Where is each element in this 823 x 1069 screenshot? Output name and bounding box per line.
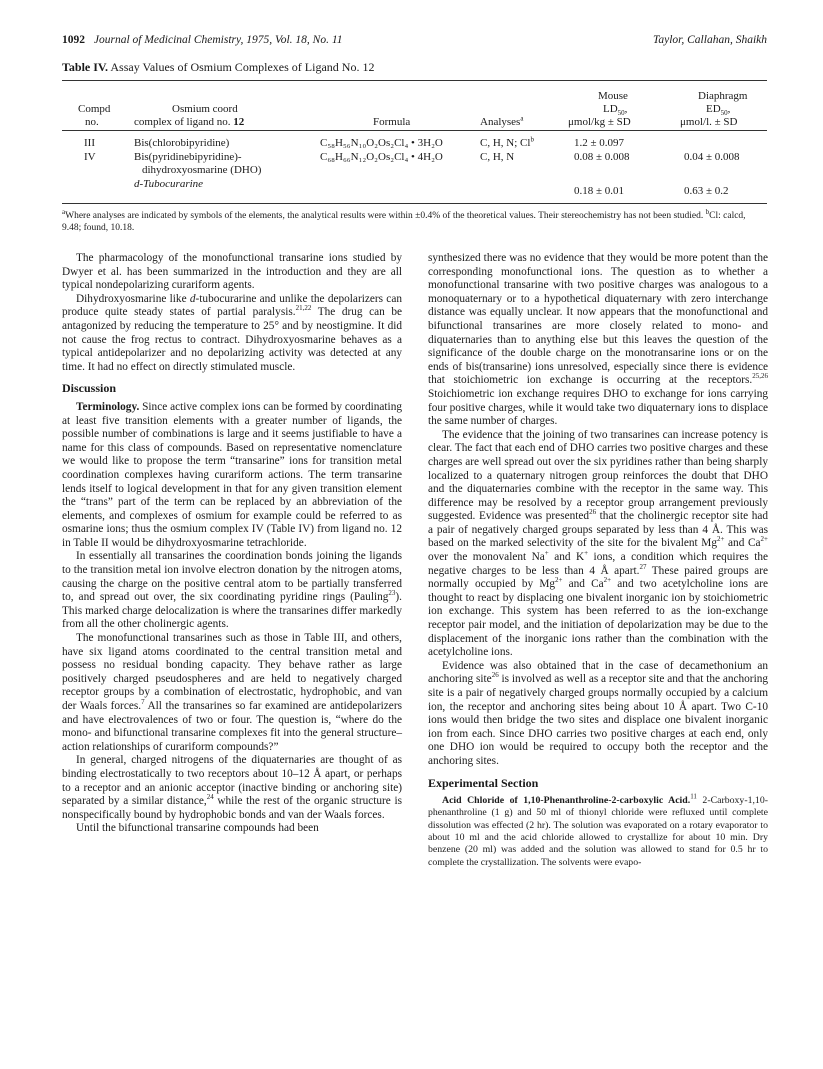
header-mouse: Mouse xyxy=(598,90,628,102)
experimental-compound-title: Acid Chloride of 1,10-Phenanthroline-2-carboxylic Acid. xyxy=(442,795,691,807)
paragraph: The monofunctional transarines such as those in Table III, and others, have six ligand atoms coordinated to the central transition metal and possess no residual bonding capacity. They behave rather as large positively charged pseudospheres and are held to negatively charged receptor groups by a combination of electrostatic, hydrophobic, and van der Waals forces.$^7$ All the transarines so far examined are antidepolarizers and have electrovalences of two or four. The question is, “where do the mono- and bifunctional transarine complexes fit into the general structure–action relationships of curariform compounds?” xyxy=(62,632,402,753)
footnote-mark-a: a xyxy=(520,114,524,123)
header-complex-ligand: complex of ligand no. 12 xyxy=(134,116,245,128)
row-compd-no: IV xyxy=(84,151,96,163)
row-compd-no: III xyxy=(84,137,95,149)
table-title xyxy=(62,60,374,75)
header-analyses: Analyses$^a$ xyxy=(480,114,524,128)
subheading-terminology: Terminology. xyxy=(76,400,140,413)
paragraph: The pharmacology of the monofunctional transarine ions studied by Dwyer et al. has been summarized in the introduction and they are all typical nondepolarizing curariform agents. xyxy=(62,252,402,292)
row-diaphragm-ed50: 0.04 ± 0.008 xyxy=(684,151,740,163)
footnote-b: Cl: calcd, 9.48; found, 10.18. xyxy=(62,211,746,233)
row-mouse-ld50: 0.08 ± 0.008 xyxy=(574,151,630,163)
header-formula: Formula xyxy=(373,116,411,128)
left-column xyxy=(62,252,402,836)
header-ed50: $ED_{50}$, xyxy=(706,103,731,118)
paragraph: Evidence was also obtained that in the case of decamethonium an anchoring site$^{26}$ is involved as well as a receptor site and that the anchoring site is a pair of negatively charged groups normally occupied by a calcium ion, the receptor and anchoring sites being about 10 Å apart. Two C-10 ions would then bridge the two sites and displace one bivalent inorganic ion from each. Since DHO carries two positive charges at each end, only one DHO ion would be required to occupy both the receptor and the anchoring sites. xyxy=(428,659,769,767)
row-diaphragm-ed50: 0.63 ± 0.2 xyxy=(684,185,729,197)
header-mouse-units: μmol/kg ± SD xyxy=(568,116,631,128)
table-bottom-rule xyxy=(62,203,767,204)
table-header-rule xyxy=(62,130,767,131)
footnote-a: Where analyses are indicated by symbols of the elements, the analytical results were within ±0.4% of the theoretical values. Their stereochemistry has not been studied. xyxy=(65,211,704,221)
header-diaphragm-units: μmol/l. ± SD xyxy=(680,116,738,128)
paragraph: Until the bifunctional transarine compounds had been xyxy=(76,822,319,835)
running-authors: Taylor, Callahan, Shaikh xyxy=(653,34,767,46)
right-column xyxy=(428,252,768,869)
paragraph: In essentially all transarines the coordination bonds joining the ligands to the transition metal ion involve electron donation by the nitrogen atoms, causing the charge on the positive central atom to be partially transferred to, and spread out over, the six coordinating pyridine rings (Pauling$^{23}$). This marked charge delocalization is where the transarines differ markedly from all the other cholinergic agents. xyxy=(62,550,402,631)
row-complex: Bis(pyridinebipyridine)- xyxy=(134,151,242,163)
header-osmium-coord: Osmium coord xyxy=(172,103,238,115)
header-ligand-number: 12 xyxy=(233,116,245,128)
page-number: 1092 xyxy=(62,34,85,46)
paragraph: Dihydroxyosmarine like d-tubocurarine and unlike the depolarizers can produce quite steady states of partial paralysis.$^{21,22}$ The drug can be antagonized by reducing the temperature to 25° and by neostigmine. It did not cause the frog rectus to contract. Dihydroxyosmarine behaves as a typical antidepolarizer and no depolarizing activity was detected at any time. It had no effect on directly stimulated muscle. xyxy=(62,292,402,373)
table-caption: Assay Values of Osmium Complexes of Ligand No. 12 xyxy=(108,60,375,74)
paragraph: synthesized there was no evidence that they would be more potent than the corresponding monofunctional ions. The question as to whether a monofunctional transarine with two positive charges was analogous to a monoquaternary or to a hypothetical diquaternary with zero interchange distance was equally unclear. It now appears that the monofunctional and bifunctional transarines are more closely related to mono- and diquaternaries than to anything else but this leaves the question of the significance of the double charge on the monotransarine ions or on the ends of bis(transarine) ions unresolved, especially since there is evidence that stoichiometric ion exchange is occurring at the receptors.$^{25,26}$ Stoichiometric ion exchange requires DHO to exchange for ions carrying four positive charges, while it would take two diquaternary ions to displace the same number of charges. xyxy=(428,252,768,428)
row-formula: C₆₈H₆₆N₁₂O₂Os₂Cl₄ • 4H₂O xyxy=(320,151,443,163)
footnote-mark-b: b xyxy=(530,135,534,144)
paragraph: The evidence that the joining of two transarines can increase potency is clear. The fact that each end of DHO carries two positive charges and these charges are well spread out over the six pyridines rather than being sharply localized to a quaternary nitrogen group reinforces the doubt that DHO and the diquaternaries combine with the receptor in the same way. This difference may be resolved by a receptor group arrangement previously suggested. Evidence was presented$^{26}$ that the cholinergic receptor site had a pair of negatively charged groups separated by less than 4 Å. This was based on the marked selectivity of the site for the bivalent $Mg^{2+}$ and $Ca^{2+}$ over the monovalent Na+ and K+ ions, a condition which requires the negative charges to be less than 4 Å apart.$^{27}$ These paired groups are normally occupied by $Mg^{2+}$ and $Ca^{2+}$ and two acetylcholine ions are thought to react by displacing one bivalent inorganic ion by stoichiometric ion exchange. This system has been referred to as the ion-exchange receptor pair model, and the initiation of depolarization may be due to the displacement of the inorganic ions rather than the combination with the acetylcholine ions. xyxy=(428,428,769,659)
row-complex: Bis(chlorobipyridine) xyxy=(134,137,230,149)
header-ld50: $LD_{50}$, xyxy=(603,103,628,118)
header-no: no. xyxy=(85,116,99,128)
row-analyses: C, H, N xyxy=(480,151,515,163)
section-heading-experimental: Experimental Section xyxy=(428,775,539,790)
row-complex: d-Tubocurarine xyxy=(134,178,204,190)
row-complex-continued: dihydroxyosmarine (DHO) xyxy=(142,164,262,176)
header-diaphragm: Diaphragm xyxy=(698,90,748,102)
row-mouse-ld50: 1.2 ± 0.097 xyxy=(574,137,625,149)
row-analyses: C, H, N; Cl$^b$ xyxy=(480,135,534,149)
paragraph-experimental: Acid Chloride of 1,10-Phenanthroline-2-carboxylic Acid.$^{11}$ 2-Carboxy-1,10-phenanthroline (1 g) and 50 ml of thionyl chloride were refluxed until complete dissolution was effected (2 hr). The solution was evaporated on a rotary evaporator to about 10 ml and the acid chloride allowed to crystallize for about 10 min. Dry benzene (20 ml) was added and the solution was allowed to stand for 0.5 hr to complete the crystallization. The solvents were evapo- xyxy=(428,792,768,868)
table-top-rule xyxy=(62,80,767,81)
journal-citation: Journal of Medicinal Chemistry, 1975, Vol. 18, No. 11 xyxy=(93,34,343,46)
paragraph: In general, charged nitrogens of the diquaternaries are thought of as binding electrostatically to two receptors about 10–12 Å apart, or perhaps to a receptor and an anionic acceptor (inactive binding or anchoring site) separated by a similar distance,$^{24}$ while the rest of the organic structure is nonspecifically bound by hydrophobic bonds and van der Waals forces. xyxy=(62,754,402,821)
paragraph: Terminology. Since active complex ions can be formed by coordinating at least five transition elements with a greater number of ligands, the possible number of combinations is large and it seems justifiable to have a name for this class of compounds. Based on representative nomenclature we would like to propose the term “transarine” ions for transition metal coordination complexes having curariform actions. The term transarine lends itself to logical development in that for any given transition element the “trans” part of the term can be replaced by an abbreviation of the elements, and complexes of osmium for example could be referred to as osmarine ions; thus the osmium complex IV (Table IV) from ligand no. 12 in Table II would be dihydroxyosmarine tetrachloride. xyxy=(62,400,402,549)
row-mouse-ld50: 0.18 ± 0.01 xyxy=(574,185,625,197)
table-footnotes: $^a$Where analyses are indicated by symbols of the elements, the analytical results were within ±0.4% of the theoretical values. Their stereochemistry has not been studied. $^b$Cl: calcd, 9.48; found, 10.18. xyxy=(62,207,746,233)
row-formula: C₅₈H₅₆N₁₀O₂Os₂Cl₄ • 3H₂O xyxy=(320,137,443,149)
table-label: Table IV. xyxy=(62,60,109,74)
section-heading-discussion: Discussion xyxy=(62,381,117,396)
header-compd: Compd xyxy=(78,103,111,115)
running-header xyxy=(62,34,767,52)
